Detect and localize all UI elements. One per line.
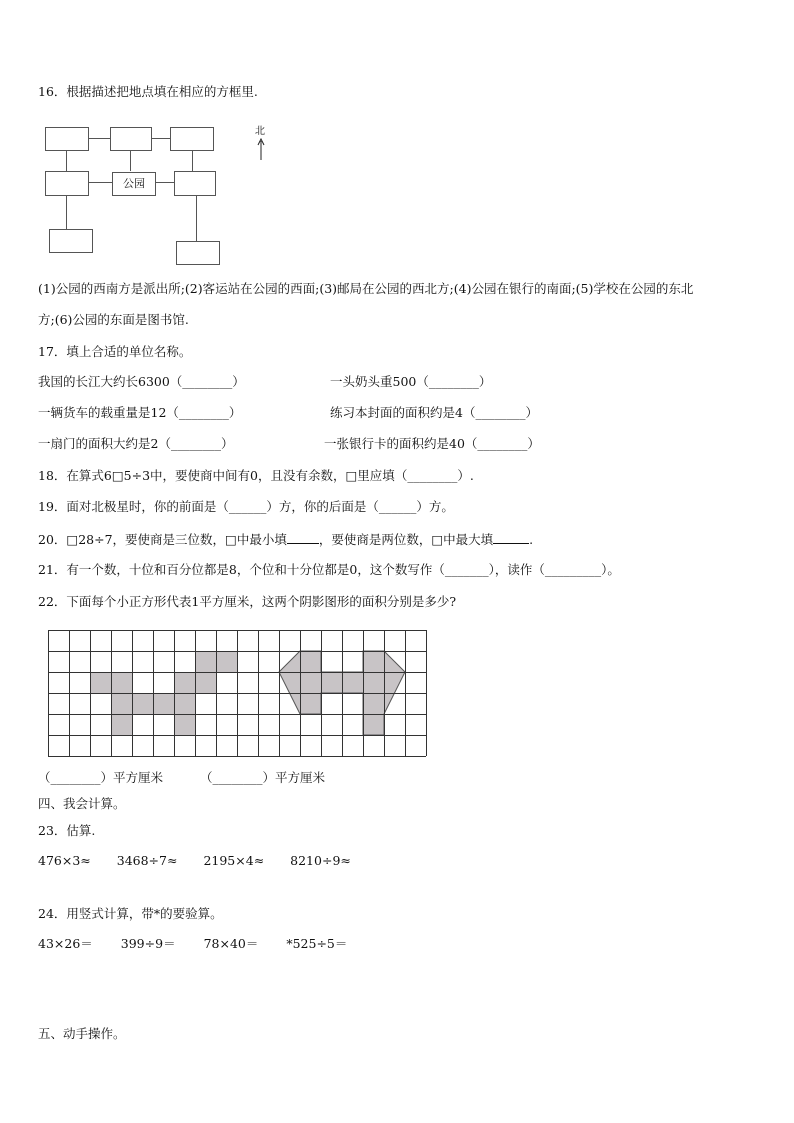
q20-text (38, 531, 533, 548)
q19-text: 19．面对北极星时，你的前面是（______）方，你的后面是（______）方。 (38, 499, 454, 514)
map-box-southwest[interactable] (49, 229, 93, 253)
map-box-east[interactable] (174, 171, 216, 196)
q17-row2-left: 一辆货车的载重量是12（________） (38, 405, 242, 420)
q20-part2: ，要使商是两位数，□中最大填 (318, 532, 494, 547)
q24-item-3: 78×40＝ (203, 936, 259, 951)
shaded-cell (216, 651, 237, 672)
q23-items (38, 853, 351, 869)
shaded-cell (90, 672, 111, 693)
q20-part1: 20．□28÷7，要使商是三位数，□中最小填 (38, 532, 287, 547)
map-box-west[interactable] (45, 171, 89, 196)
q22-grid-figure (48, 630, 428, 760)
q17-row2-right: 练习本封面的面积约是4（________） (330, 405, 538, 420)
q16-desc-line2: 方;(6)公园的东面是图书馆. (38, 312, 189, 327)
q22-grid (48, 630, 428, 757)
q16-desc-line1: (1)公园的西南方是派出所;(2)客运站在公园的西面;(3)邮局在公园的西北方;(4)公园在银行的南面;(5)学校在公园的东北 (38, 281, 694, 296)
shaded-cell (111, 714, 132, 735)
shaded-cell (111, 672, 132, 693)
q24-item-2: 399÷9＝ (120, 936, 176, 951)
q22-answer2: （________）平方厘米 (200, 770, 326, 785)
map-box-park: 公园 (112, 172, 156, 196)
q24-item-1: 43×26＝ (38, 936, 93, 951)
q23-item-1: 476×3≈ (38, 853, 91, 868)
shaded-cell (111, 693, 132, 714)
q24-item-4: *525÷5＝ (286, 936, 348, 951)
section5-heading: 五、动手操作。 (38, 1026, 126, 1041)
q22-title: 22．下面每个小正方形代表1平方厘米，这两个阴影图形的面积分别是多少? (38, 594, 457, 609)
q16-title: 16．根据描述把地点填在相应的方框里. (38, 84, 258, 99)
q17-row3-left: 一扇门的面积大约是2（________） (38, 436, 234, 451)
q23-item-3: 2195×4≈ (203, 853, 265, 868)
q23-title: 23．估算. (38, 823, 96, 838)
q24-items (38, 936, 347, 952)
map-box-north[interactable] (110, 127, 152, 151)
q24-title: 24．用竖式计算，带*的要验算。 (38, 906, 223, 921)
shaded-cell (174, 714, 195, 735)
shaded-cell (174, 672, 195, 693)
q17-row1-left: 我国的长江大约长6300（________） (38, 374, 245, 389)
grid-lines (48, 630, 427, 757)
q20-part3: . (529, 532, 534, 547)
q23-item-4: 8210÷9≈ (290, 853, 351, 868)
north-arrow-icon (256, 138, 266, 162)
north-label: 北 (255, 126, 265, 137)
map-box-northeast[interactable] (170, 127, 214, 151)
shaded-cell (153, 693, 174, 714)
shaded-cell (174, 693, 195, 714)
q18-text: 18．在算式6□5÷3中，要使商中间有0，且没有余数，□里应填（________）. (38, 468, 474, 483)
map-box-northwest[interactable] (45, 127, 89, 151)
shaded-cell (195, 651, 216, 672)
q17-row1-right: 一头奶头重500（________） (330, 374, 492, 389)
q23-item-2: 3468÷7≈ (116, 853, 178, 868)
map-box-southeast[interactable] (176, 241, 220, 265)
q17-title: 17．填上合适的单位名称。 (38, 344, 192, 359)
q22-answer1: （________）平方厘米 (38, 770, 164, 785)
q20-blank-1[interactable] (287, 531, 319, 544)
shaded-cell (195, 672, 216, 693)
q21-text: 21．有一个数，十位和百分位都是8，个位和十分位都是0，这个数写作（_______），读作（_________）。 (38, 562, 620, 577)
section4-heading: 四、我会计算。 (38, 796, 126, 811)
q17-row3-right: 一张银行卡的面积约是40（________） (324, 436, 540, 451)
shaded-cell (132, 693, 153, 714)
q20-blank-2[interactable] (493, 531, 529, 544)
